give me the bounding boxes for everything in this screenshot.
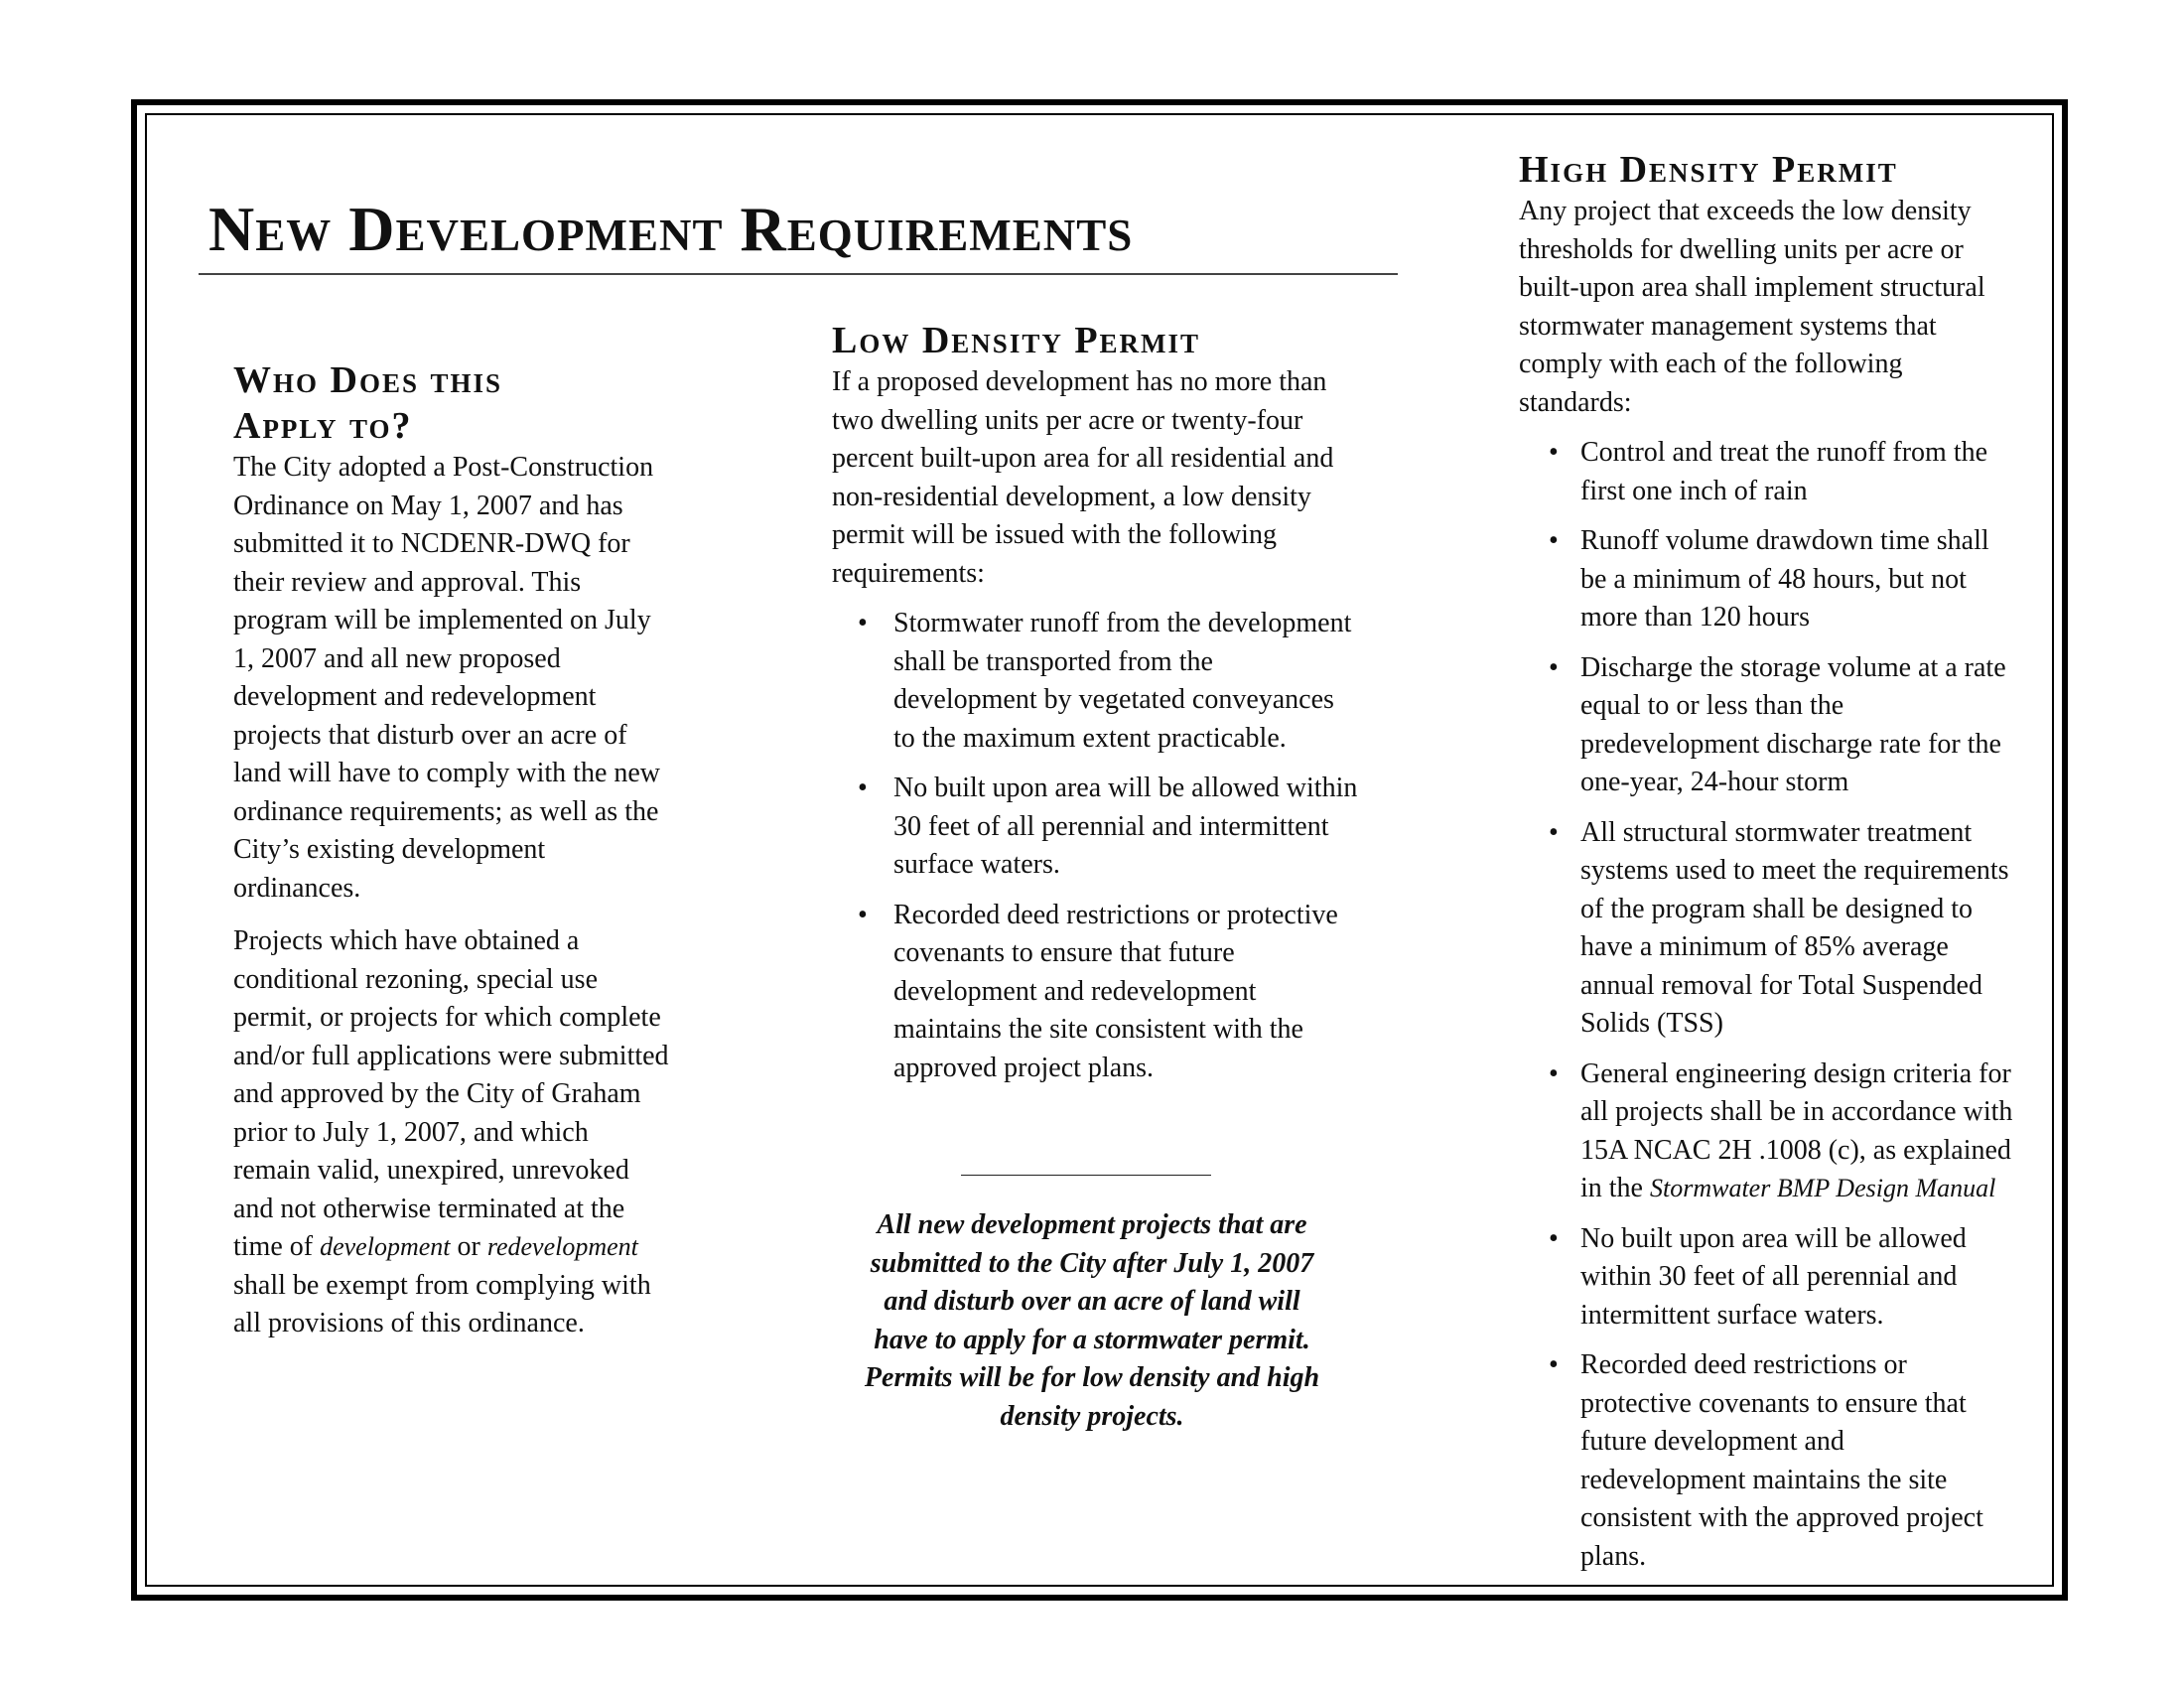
callout-text: All new development projects that are submitted to the City after July 1, 2007 and disturb over an acre of land will have to apply for a stormwater permit. Permits will be for low density and high density projects.	[864, 1209, 1320, 1432]
list-item-text: General engineering design criteria for all projects shall be in accordance with 15A NCAC 2H .1008 (c), as explained in the	[1580, 1057, 2013, 1203]
list-item-text: All structural stormwater treatment systems used to meet the requirements of the program shall be designed to have a minimum of 85% average annual removal for Total Suspended Solids (TSS)	[1580, 816, 2009, 1039]
list-item	[1519, 1346, 2015, 1576]
manual-title: Stormwater BMP Design Manual	[1650, 1174, 1996, 1202]
list-item	[1519, 1055, 2015, 1208]
low-density-intro: If a proposed development has no more than two dwelling units per acre or twenty-four percent built-upon area for all residential and non-residential development, a low density permit will be issued with the following requirements:	[832, 366, 1334, 589]
who-applies-section	[233, 357, 670, 1358]
list-item-text: Runoff volume drawdown time shall be a minimum of 48 hours, but not more than 120 hours	[1580, 525, 1989, 633]
who-applies-heading-line2: Apply to?	[233, 405, 413, 447]
callout-divider	[961, 1175, 1211, 1176]
list-item-text: Recorded deed restrictions or protective covenants to ensure that future development and redevelopment maintains the site consistent with the approved project plans.	[893, 899, 1338, 1083]
list-item	[1519, 1220, 2015, 1336]
who-applies-heading	[233, 357, 670, 449]
high-density-heading: High Density Permit	[1519, 149, 1898, 191]
who-applies-heading-line1: Who Does this	[233, 359, 503, 401]
bullet-icon: •	[1549, 1222, 1559, 1254]
italic-term-redevelopment: redevelopment	[486, 1232, 638, 1261]
list-item	[1519, 434, 2015, 510]
list-item-text: No built upon area will be allowed within 30 feet of all perennial and intermittent surface waters.	[1580, 1222, 1967, 1331]
list-item-text: Discharge the storage volume at a rate equal to or less than the predevelopment discharge rate for the one-year, 24-hour storm	[1580, 651, 2006, 797]
low-density-list	[832, 605, 1358, 1087]
title-divider	[199, 273, 1398, 275]
bullet-icon: •	[858, 608, 868, 638]
paragraph-text: or	[450, 1231, 487, 1262]
who-applies-paragraph-2	[233, 922, 670, 1343]
list-item	[1519, 814, 2015, 1044]
list-item	[1519, 649, 2015, 802]
bullet-icon: •	[1549, 1349, 1559, 1380]
high-density-intro: Any project that exceeds the low density thresholds for dwelling units per acre or built-upon area shall implement structural stormwater management systems that comply with each of the following standards:	[1519, 196, 1985, 418]
list-item-text: No built upon area will be allowed within 30 feet of all perennial and intermittent surface waters.	[893, 773, 1358, 880]
list-item	[1519, 522, 2015, 637]
page-title: New Development Requirements	[208, 194, 1134, 264]
bullet-icon: •	[1549, 1057, 1559, 1089]
list-item	[832, 897, 1358, 1088]
list-item-text: Recorded deed restrictions or protective covenants to ensure that future development and redevelopment maintains the site consistent with the approved project plans.	[1580, 1349, 1983, 1572]
bullet-icon: •	[1549, 651, 1559, 683]
bullet-icon: •	[1549, 525, 1559, 556]
list-item-text: Stormwater runoff from the development shall be transported from the development by vegetated conveyances to the maximum extent practicable.	[893, 608, 1352, 754]
bullet-icon: •	[858, 773, 868, 803]
list-item	[832, 605, 1358, 758]
high-density-list	[1519, 434, 2015, 1576]
list-item-text: Control and treat the runoff from the first one inch of rain	[1580, 437, 1988, 506]
bullet-icon: •	[1549, 816, 1559, 848]
bullet-icon: •	[1549, 437, 1559, 468]
italic-term-development: development	[320, 1232, 451, 1261]
paragraph-text: Projects which have obtained a conditional rezoning, special use permit, or projects for which complete and/or full applications were submitted and approved by the City of Graham prior to July 1, 2007, and which remain valid, unexpired, unrevoked and not otherwise terminated at the time of	[233, 925, 669, 1262]
list-item	[832, 770, 1358, 885]
high-density-section	[1519, 147, 2015, 1588]
who-applies-paragraph-1: The City adopted a Post-Construction Ordinance on May 1, 2007 and has submitted it to NCDENR-DWQ for their review and approval. This program will be implemented on July 1, 2007 and all new proposed development and redevelopment projects that disturb over an acre of land will have to comply with the new ordinance requirements; as well as the City’s existing development ordinances.	[233, 452, 661, 904]
low-density-section	[832, 318, 1358, 1099]
low-density-heading: Low Density Permit	[832, 320, 1201, 361]
bullet-icon: •	[858, 899, 868, 930]
paragraph-text: shall be exempt from complying with all provisions of this ordinance.	[233, 1269, 651, 1338]
